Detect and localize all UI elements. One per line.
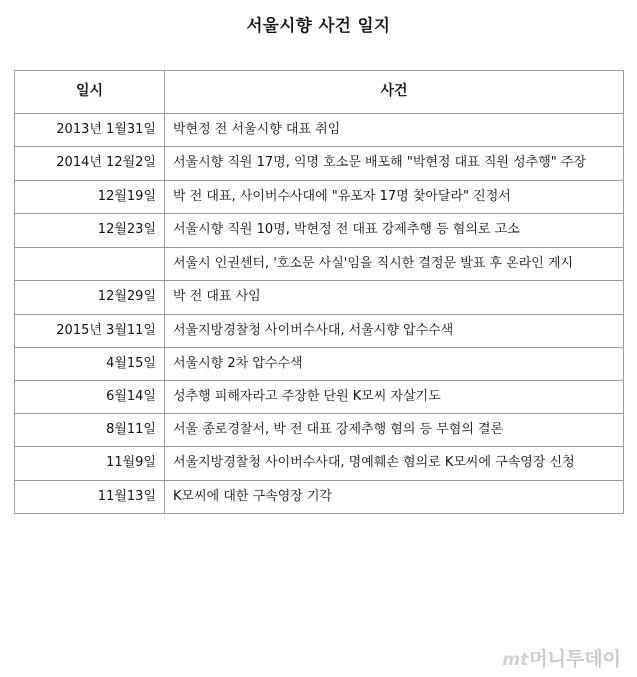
cell-date: 12월23일: [15, 213, 165, 247]
cell-event: 서울지방경찰청 사이버수사대, 명예훼손 혐의로 K모씨에 구속영장 신청: [165, 447, 624, 481]
table-row: [15, 146, 624, 180]
cell-event: 박 전 대표 사임: [165, 281, 624, 314]
cell-event: 박현정 전 서울시향 대표 취임: [165, 113, 624, 146]
column-header-date: 일시: [15, 71, 165, 114]
watermark: [502, 644, 621, 671]
cell-date: 11월9일: [15, 447, 165, 481]
table-row: [15, 180, 624, 213]
table-header-row: [15, 71, 624, 114]
watermark-label: 머니투데이: [529, 648, 621, 670]
table-row: [15, 247, 624, 281]
table-row: [15, 380, 624, 413]
cell-event: 서울지방경찰청 사이버수사대, 서울시향 압수수색: [165, 314, 624, 347]
cell-date: 6월14일: [15, 380, 165, 413]
cell-date: [15, 247, 165, 281]
cell-event: 박 전 대표, 사이버수사대에 "유포자 17명 찾아달라" 진정서: [165, 180, 624, 213]
cell-event: K모씨에 대한 구속영장 기각: [165, 480, 624, 513]
table-row: [15, 480, 624, 513]
incident-log-table: [14, 70, 624, 514]
table-header: [15, 71, 624, 114]
table-row: [15, 113, 624, 146]
table-row: [15, 347, 624, 380]
cell-event: 서울시 인권센터, '호소문 사실'임을 직시한 결정문 발표 후 온라인 게시: [165, 247, 624, 281]
watermark-logo-text: mt: [502, 650, 529, 670]
page-title: 서울시향 사건 일지: [246, 16, 391, 35]
cell-date: 12월19일: [15, 180, 165, 213]
cell-event: 서울시향 2차 압수수색: [165, 347, 624, 380]
table-row: [15, 413, 624, 446]
cell-date: 8월11일: [15, 413, 165, 446]
table-row: [15, 281, 624, 314]
cell-event: 서울 종로경찰서, 박 전 대표 강제추행 혐의 등 무혐의 결론: [165, 413, 624, 446]
cell-event: 서울시향 직원 10명, 박현정 전 대표 강제추행 등 혐의로 고소: [165, 213, 624, 247]
cell-date: 11월13일: [15, 480, 165, 513]
table-row: [15, 447, 624, 481]
table-row: [15, 213, 624, 247]
cell-date: 4월15일: [15, 347, 165, 380]
cell-date: 12월29일: [15, 281, 165, 314]
cell-event: 성추행 피해자라고 주장한 단원 K모씨 자살기도: [165, 380, 624, 413]
table-row: [15, 314, 624, 347]
table-body: [15, 113, 624, 513]
cell-date: 2015년 3월11일: [15, 314, 165, 347]
cell-date: 2013년 1월31일: [15, 113, 165, 146]
cell-date: 2014년 12월2일: [15, 146, 165, 180]
cell-event: 서울시향 직원 17명, 익명 호소문 배포해 "박현정 대표 직원 성추행" 주장: [165, 146, 624, 180]
column-header-event: 사건: [165, 71, 624, 114]
incident-log-table-wrapper: [14, 70, 623, 514]
